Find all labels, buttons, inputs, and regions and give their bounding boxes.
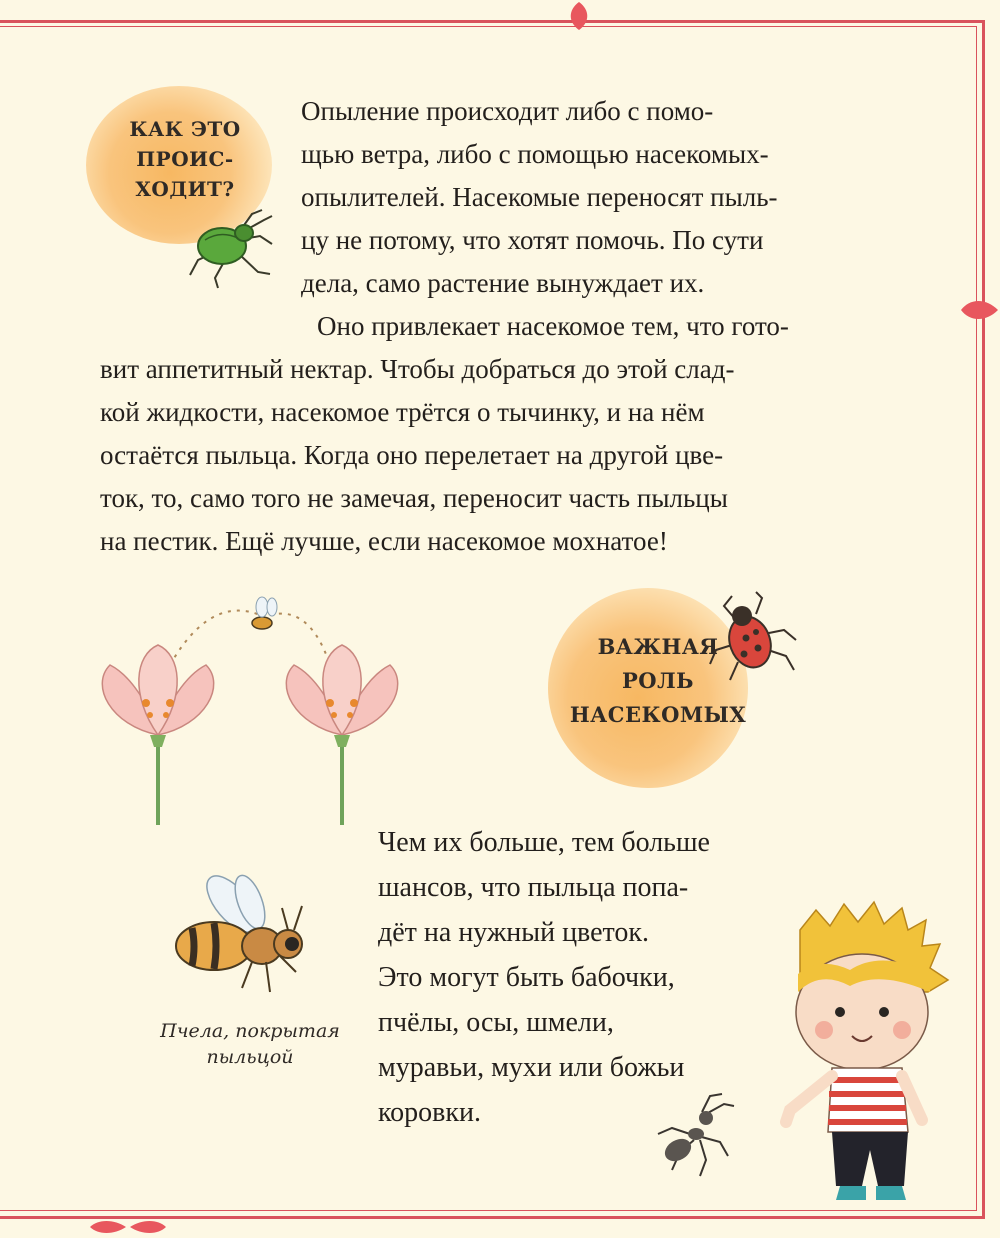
paragraph-line: Это могут быть бабочки, <box>378 962 675 993</box>
paragraph-line: остаётся пыльца. Когда оно перелетает на другой цве- <box>100 440 724 470</box>
ant-icon <box>650 1090 740 1180</box>
paragraph-line: Опыление происходит либо с помо- <box>301 96 714 126</box>
badge-how-line: ПРОИС- <box>136 147 234 171</box>
bee-caption <box>130 1018 370 1070</box>
ladybug-icon <box>706 590 800 690</box>
boy-illustration <box>780 900 980 1210</box>
paragraph-line: Чем их больше, тем больше <box>378 827 710 858</box>
paragraph-line: щью ветра, либо с помощью насекомых- <box>301 139 769 169</box>
paragraph-line: ток, то, само того не замечая, переносит часть пыльцы <box>100 483 728 513</box>
paragraph-line: кой жидкости, насекомое трётся о тычинку, и на нём <box>100 397 705 427</box>
paragraph-role <box>378 820 710 1135</box>
leaf-icon <box>88 1205 168 1238</box>
badge-role-line: НАСЕКОМЫХ <box>569 702 747 727</box>
paragraph-line: шансов, что пыльца попа- <box>378 872 689 903</box>
flower-illustration <box>80 585 420 835</box>
flower-icon <box>102 645 213 825</box>
flower-icon <box>286 645 397 825</box>
badge-how-line: КАК ЭТО <box>129 117 241 141</box>
paragraph-line: цу не потому, что хотят помочь. По сути <box>301 225 764 255</box>
caption-line: Пчела, покрытая <box>160 1020 340 1042</box>
paragraph-line: вит аппетитный нектар. Чтобы добраться до этой слад- <box>100 354 735 384</box>
paragraph-line: дёт на нужный цветок. <box>378 917 650 948</box>
paragraph-line: коровки. <box>378 1097 481 1128</box>
leaf-icon <box>958 290 1000 330</box>
paragraph-line: Оно привлекает насекомое тем, что гото- <box>317 311 789 341</box>
paragraph-line: пчёлы, осы, шмели, <box>378 1007 614 1038</box>
leaf-icon <box>562 0 596 30</box>
bee-icon <box>170 868 320 1008</box>
paragraph-line: на пестик. Ещё лучше, если насекомое мохнатое! <box>100 526 668 556</box>
caption-line: пыльцой <box>206 1046 294 1068</box>
badge-role-line: РОЛЬ <box>622 668 694 693</box>
paragraph-how <box>100 90 789 563</box>
paragraph-line: опылителей. Насекомые переносят пыль- <box>301 182 778 212</box>
badge-how-line: ХОДИТ? <box>135 177 235 201</box>
paragraph-line: дела, само растение вынуждает их. <box>301 268 705 298</box>
paragraph-line: муравьи, мухи или божьи <box>378 1052 685 1083</box>
badge-role-line: ВАЖНАЯ <box>597 634 719 659</box>
